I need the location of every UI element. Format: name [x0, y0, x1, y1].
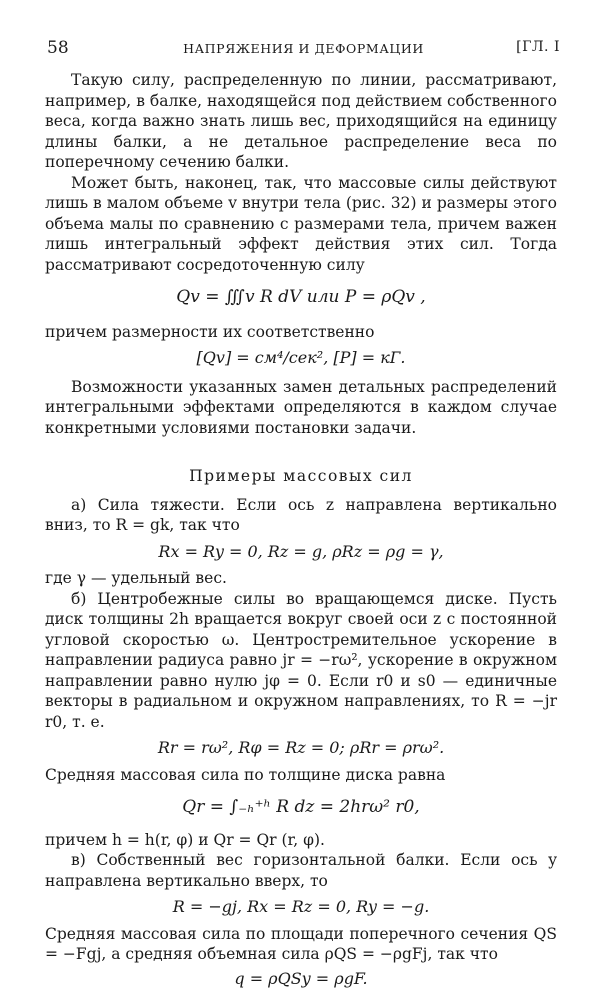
chapter-marker: [ГЛ. I — [516, 39, 560, 55]
paragraph: Возможности указанных замен детальных распределений интегральными эффектами определяются в каждом случае конкретными условиями постановки задачи. — [45, 377, 557, 439]
section-heading: Примеры массовых сил — [45, 466, 557, 487]
equation: Rx = Ry = 0, Rz = g, ρRz = ρg = γ, — [45, 542, 557, 563]
equation: q = ρQSy = ρgF. — [45, 969, 557, 989]
paragraph: а) Сила тяжести. Если ось z направлена вертикально вниз, то R = gk, так что — [45, 495, 557, 536]
equation: R = −gj, Rx = Rz = 0, Ry = −g. — [45, 897, 557, 918]
equation: [Qv] = см⁴/сек², [P] = кГ. — [45, 348, 557, 369]
paragraph: Средняя массовая сила по толщине диска равна — [45, 765, 557, 786]
paragraph: Средняя массовая сила по площади поперечного сечения QS = −Fgj, а средняя объемная сила ρQS = −ρgFj, так что — [45, 924, 557, 965]
paragraph: Может быть, наконец, так, что массовые силы действуют лишь в малом объеме v внутри тела (рис. 32) и размеры этого объема малы по сравнению с размерами тела, причем важен лишь интегральный эффект действия этих сил. Тогда рассматривают сосредоточенную силу — [45, 173, 557, 276]
paragraph: причем h = h(r, φ) и Qr = Qr (r, φ). — [45, 830, 557, 851]
paragraph: причем размерности их соответственно — [45, 322, 557, 343]
paragraph: б) Центробежные силы во вращающемся диске. Пусть диск толщины 2h вращается вокруг своей оси z с постоянной угловой скоростью ω. Центростремительное ускорение в направлении радиуса равно jr = −rω², ускорение в окружном направлении равно нулю jφ = 0. Если r0 и s0 — единичные векторы в радиальном и окружном направлениях, то R = −jr r0, т. е. — [45, 589, 557, 733]
page-number: 58 — [47, 38, 69, 58]
equation: Qr = ∫₋ₕ⁺ʰ R dz = 2hrω² r0, — [45, 797, 557, 818]
paragraph: в) Собственный вес горизонтальной балки. Если ось y направлена вертикально вверх, то — [45, 850, 557, 891]
paragraph: Такую силу, распределенную по линии, рассматривают, например, в балке, находящейся под действием собственного веса, когда важно знать лишь вес, приходящийся на единицу длины балки, а не детальное распределение веса по поперечному сечению балки. — [45, 70, 557, 173]
running-header — [47, 38, 560, 60]
equation: Rr = rω², Rφ = Rz = 0; ρRr = ρrω². — [45, 738, 557, 759]
paragraph: где γ — удельный вес. — [45, 568, 557, 589]
equation: Qv = ∭v R dV или P = ρQv , — [45, 287, 557, 308]
running-title: НАПРЯЖЕНИЯ И ДЕФОРМАЦИИ — [47, 41, 560, 56]
page-body — [45, 70, 557, 989]
